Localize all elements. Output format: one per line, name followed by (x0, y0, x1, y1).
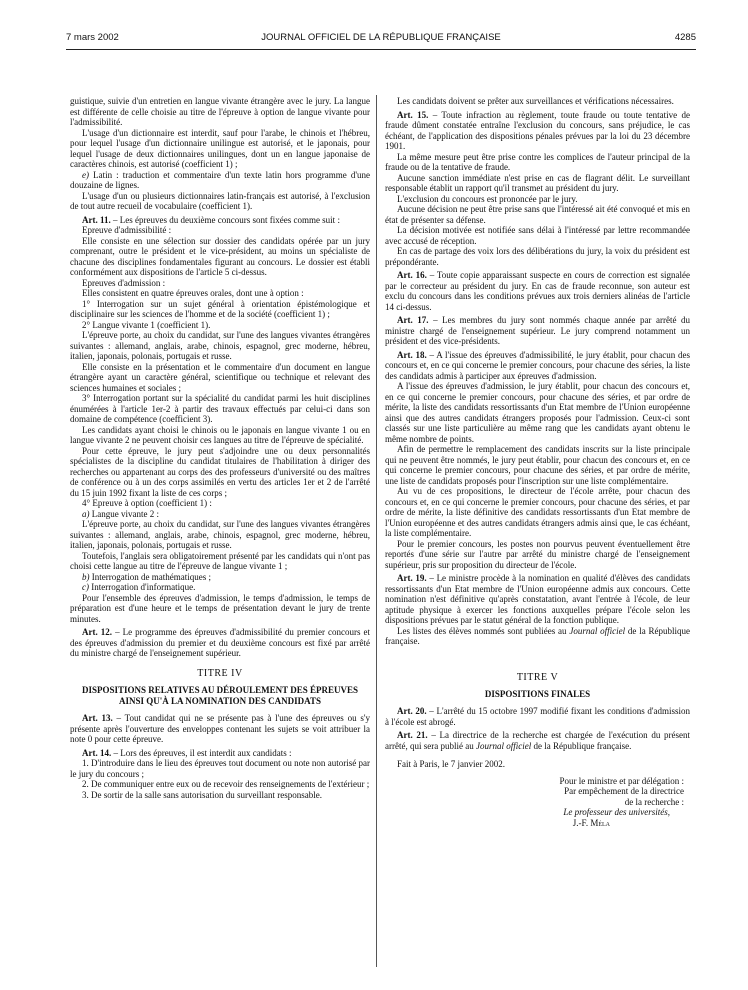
article-12: Art. 12. – Le programme des épreuves d'admissibilité du premier concours et des épreuves d'admission du premier et du deuxième concours est fixé par arrêté du ministre chargé de l'enseignement supérieur. (70, 627, 371, 658)
paragraph: L'épreuve porte, au choix du candidat, sur l'une des langues vivantes étrangères suivantes : allemand, anglais, arabe, chinois, espagnol, grec moderne, hébreu, italien, japonais, polonais, portugais et russe. (70, 330, 370, 361)
paragraph: 1° Interrogation sur un sujet général à orientation épistémologique et disciplinaire sur les sciences de l'homme et de la société (coefficient 1) ; (70, 298, 370, 319)
header-rule (66, 49, 696, 50)
paragraph: Pour le premier concours, les postes non pourvus peuvent éventuellement être reportés d'une série sur l'autre par arrêté du ministre chargé de l'enseignement supérieur, pris sur proposition du directeur de l'école. (385, 538, 690, 570)
paragraph: En cas de partage des voix lors des délibérations du jury, la voix du président est prépondérante. (385, 246, 690, 267)
article-label: Art. 15. (397, 109, 429, 120)
article-label: Art. 19. (397, 573, 427, 583)
paragraph: Pour l'ensemble des épreuves d'admission, le temps d'admission, le temps de préparation est d'une heure et le temps de présentation devant le jury de trente minutes. (70, 592, 370, 624)
title-iv: TITRE IV (197, 667, 243, 679)
paragraph: a) Langue vivante 2 : (82, 508, 159, 519)
article-label: Art. 21. (397, 730, 428, 740)
paragraph: Elle consiste en la présentation et le commentaire d'un document en langue étrangère ayant un caractère général, scientifique ou technique et relevant des sciences humaines et sociales ; (70, 361, 370, 393)
article-18: Art. 18. – A l'issue des épreuves d'admissibilité, le jury établit, pour chacun des concours et, en ce qui concerne le premier concours, pour chacune des séries, la liste des candidats admis à participer aux épreuves d'admission. (385, 349, 690, 381)
article-14: Art. 14. – Lors des épreuves, il est interdit aux candidats : (82, 747, 292, 758)
article-16: Art. 16. – Toute copie apparaissant suspecte en cours de correction est signalée par le correcteur au président du jury. En cas de fraude reconnue, son auteur est exclu du concours dans les conditions prévues aux trois derniers alinéas de l'article 14 ci-dessus. (385, 270, 690, 312)
header-date: 7 mars 2002 (66, 32, 119, 43)
article-20: Art. 20. – L'arrêté du 15 octobre 1997 modifié fixant les conditions d'admission à l'école est abrogé. (385, 706, 690, 727)
article-label: Art. 17. (397, 315, 429, 325)
paragraph: c) Interrogation d'informatique. (82, 582, 196, 592)
article-label: Art. 11. (82, 214, 111, 225)
title-v: TITRE V (516, 671, 559, 683)
article-label: Art. 13. (82, 713, 113, 723)
article-label: Art. 18. (397, 349, 427, 360)
signature-place-date: Fait à Paris, le 7 janvier 2002. (397, 759, 505, 769)
paragraph: Pour cette épreuve, le jury peut s'adjoindre une ou deux personnalités spécialistes de la discipline du candidat titulaires de l'habilitation à diriger des recherches ou appartenant au corps des des professeurs d'université ou des maîtres de conférence ou à un des corps assimilés en vertu des articles 1er et 2 de l'arrêté du 15 juin 1992 fixant la liste de ces corps ; (70, 445, 370, 498)
paragraph: 1. D'introduire dans le lieu des épreuves tout document ou note non autorisé par le jury du concours ; (70, 758, 370, 779)
item-label: b) (82, 571, 90, 582)
signature-line: Pour le ministre et par délégation : (559, 775, 684, 786)
item-label: e) (82, 169, 89, 180)
paragraph: guistique, suivie d'un entretien en langue vivante étrangère avec le jury. La langue est différente de celle choisie au titre de l'épreuve à option de langue vivante pour l'admissibilité. (70, 96, 370, 127)
article-19: Art. 19. – Le ministre procède à la nomination en qualité d'élèves des candidats ressortissants d'un Etat membre de l'Union européenne admis aux concours. Cette nomination n'est définitive qu'après constatation, avant l'entrée à l'école, de leur aptitude physique à exercer les fonctions auxquelles prépare l'école selon les dispositions prévues par le statut général de la fonction publique. (385, 573, 690, 625)
paragraph: La même mesure peut être prise contre les complices de l'auteur principal de la fraude ou de la tentative de fraude. (385, 151, 690, 172)
paragraph: Aucune décision ne peut être prise sans que l'intéressé ait été convoqué et mis en état de présenter sa défense. (385, 204, 690, 225)
article-label: Art. 16. (397, 270, 427, 280)
page-header (66, 32, 696, 46)
paragraph: Aucune sanction immédiate n'est prise en cas de flagrant délit. Le surveillant responsable établit un rapport qu'il transmet au président du jury. (385, 172, 690, 193)
publication-name: Journal officiel (569, 625, 626, 636)
paragraph: 3° Interrogation portant sur la spécialité du candidat parmi les huit disciplines énumérées à l'article 1er-2 à partir des travaux effectués par celui-ci dans son domaine de compétence (coefficient 3). (70, 393, 370, 424)
article-label: Art. 12. (82, 627, 113, 637)
header-journal-title: JOURNAL OFFICIEL DE LA RÉPUBLIQUE FRANÇAISE (261, 32, 501, 43)
header-page-number: 4285 (674, 32, 696, 43)
left-column (70, 96, 370, 800)
paragraph: Elle consiste en une sélection sur dossier des candidats opérée par un jury comprenant, outre le président et le vice-président, au moins un spécialiste de chacune des disciplines fondamentales figurant au concours. Le dossier est établi conformément aux dispositions de l'article 5 ci-dessus. (70, 235, 370, 277)
article-15: Art. 15. – Toute infraction au règlement, toute fraude ou toute tentative de fraude dûment constatée entraîne l'exclusion du concours, sans préjudice, le cas échéant, de l'application des dispositions pénales prévues par la loi du 23 décembre 1901. (385, 109, 690, 151)
paragraph: La décision motivée est notifiée sans délai à l'intéressé par lettre recommandée avec accusé de réception. (385, 225, 690, 246)
paragraph: Les candidats ayant choisi le chinois ou le japonais en langue vivante 1 ou en langue vivante 2 ne peuvent choisir ces langues au titre de l'épreuve de spécialité. (70, 424, 370, 445)
paragraph: Les listes des élèves nommés sont publiées au Journal officiel de la République française. (385, 625, 691, 646)
paragraph: L'épreuve porte, au choix du candidat, sur l'une des langues vivantes étrangères suivantes : allemand, anglais, arabe, chinois, espagnol, grec moderne, hébreu, italien, japonais, polonais, portugais et russe. (70, 519, 370, 550)
signature-title: Le professeur des universités, (563, 807, 670, 817)
paragraph: 2. De communiquer entre eux ou de recevoir des renseignements de l'extérieur ; (82, 779, 370, 789)
paragraph: Epreuves d'admission : (82, 277, 166, 288)
publication-name: Journal officiel (475, 740, 532, 751)
title-v-subtitle: DISPOSITIONS FINALES (484, 689, 591, 699)
signature-name: J.-F. Méla (572, 817, 610, 828)
title-iv-subtitle: DISPOSITIONS RELATIVES AU DÉROULEMENT DES ÉPREUVES AINSI QU'À LA NOMINATION DES CANDIDATS (82, 685, 358, 706)
paragraph: Elles consistent en quatre épreuves orales, dont une à option : (82, 288, 304, 298)
paragraph: 4° Epreuve à option (coefficient 1) : (82, 498, 212, 508)
paragraph: Epreuve d'admissibilité : (82, 225, 172, 235)
article-21: Art. 21. – La directrice de la recherche est chargée de l'exécution du présent arrêté, qui sera publié au Journal officiel de la République française. (385, 730, 691, 751)
item-label: c) (82, 582, 89, 592)
item-label: a) (82, 508, 90, 519)
paragraph: e) Latin : traduction et commentaire d'un texte latin hors programme d'une douzaine de lignes. (70, 169, 370, 190)
paragraph: Au vu de ces propositions, le directeur de l'école arrête, pour chacun des concours et, en ce qui concerne le premier concours, pour chacune des séries, et par ordre de mérite, la liste définitive des candidats ressortissants d'un Etat membre de l'Union européenne et des autres candidats étrangers admis ainsi que, le cas échéant, la liste complémentaire. (385, 486, 690, 538)
paragraph: 2° Langue vivante 1 (coefficient 1). (82, 319, 211, 330)
paragraph: Les candidats doivent se prêter aux surveillances et vérifications nécessaires. (397, 96, 674, 106)
article-13: Art. 13. – Tout candidat qui ne se présente pas à l'une des épreuves ou s'y présente après l'ouverture des enveloppes contenant les sujets se voit attribuer la note 0 pour cette épreuve. (70, 713, 370, 744)
paragraph: Toutefois, l'anglais sera obligatoirement présenté par les candidats qui n'ont pas choisi cette langue au titre de l'épreuve de langue vivante 1 ; (70, 550, 370, 571)
paragraph: L'exclusion du concours est prononcée par le jury. (397, 193, 578, 204)
paragraph: b) Interrogation de mathématiques ; (82, 571, 211, 582)
paragraph: A l'issue des épreuves d'admission, le jury établit, pour chacun des concours et, en ce qui concerne le premier concours, pour chacune des séries, et par ordre de mérite, la liste des candidats ressortissants d'un Etat membre de l'Union européenne ainsi que des autres candidats étrangers proposés pour l'admission. Ceux-ci sont classés sur une liste particulière au même rang que les candidats ayant obtenu le même nombre de points. (385, 381, 690, 444)
article-label: Art. 14. (82, 747, 112, 758)
signature-line: de la recherche : (624, 796, 684, 807)
article-17: Art. 17. – Les membres du jury sont nommés chaque année par arrêté du ministre chargé de l'enseignement supérieur. Le jury comprend notamment un président et des vice-présidents. (385, 315, 691, 346)
right-column (385, 96, 690, 828)
column-divider (376, 95, 377, 967)
paragraph: Afin de permettre le remplacement des candidats inscrits sur la liste principale qui ne peuvent être nommés, le jury peut établir, pour chacun des concours et, en ce qui concerne le premier concours, pour chacune des séries, et par ordre de mérite, une liste de candidats proposés pour l'inscription sur une liste complémentaire. (385, 444, 690, 486)
article-label: Art. 20. (397, 706, 427, 716)
paragraph: L'usage d'un dictionnaire est interdit, sauf pour l'arabe, le chinois et l'hébreu, pour lequel l'usage d'un dictionnaire unilingue est autorisé, et le japonais, pour lequel l'usage de deux dictionnaires unilingues, dont un en langue japonaise de caractères chinois, est autorisé (coefficient 1) ; (70, 127, 370, 169)
paragraph: 3. De sortir de la salle sans autorisation du surveillant responsable. (82, 789, 322, 800)
signature-line: Par empêchement de la directrice (564, 786, 684, 796)
paragraph: L'usage d'un ou plusieurs dictionnaires latin-français est autorisé, à l'exclusion de tout autre recueil de vocabulaire (coefficient 1). (70, 190, 370, 211)
article-11: Art. 11. – Les épreuves du deuxième concours sont fixées comme suit : (82, 214, 340, 225)
